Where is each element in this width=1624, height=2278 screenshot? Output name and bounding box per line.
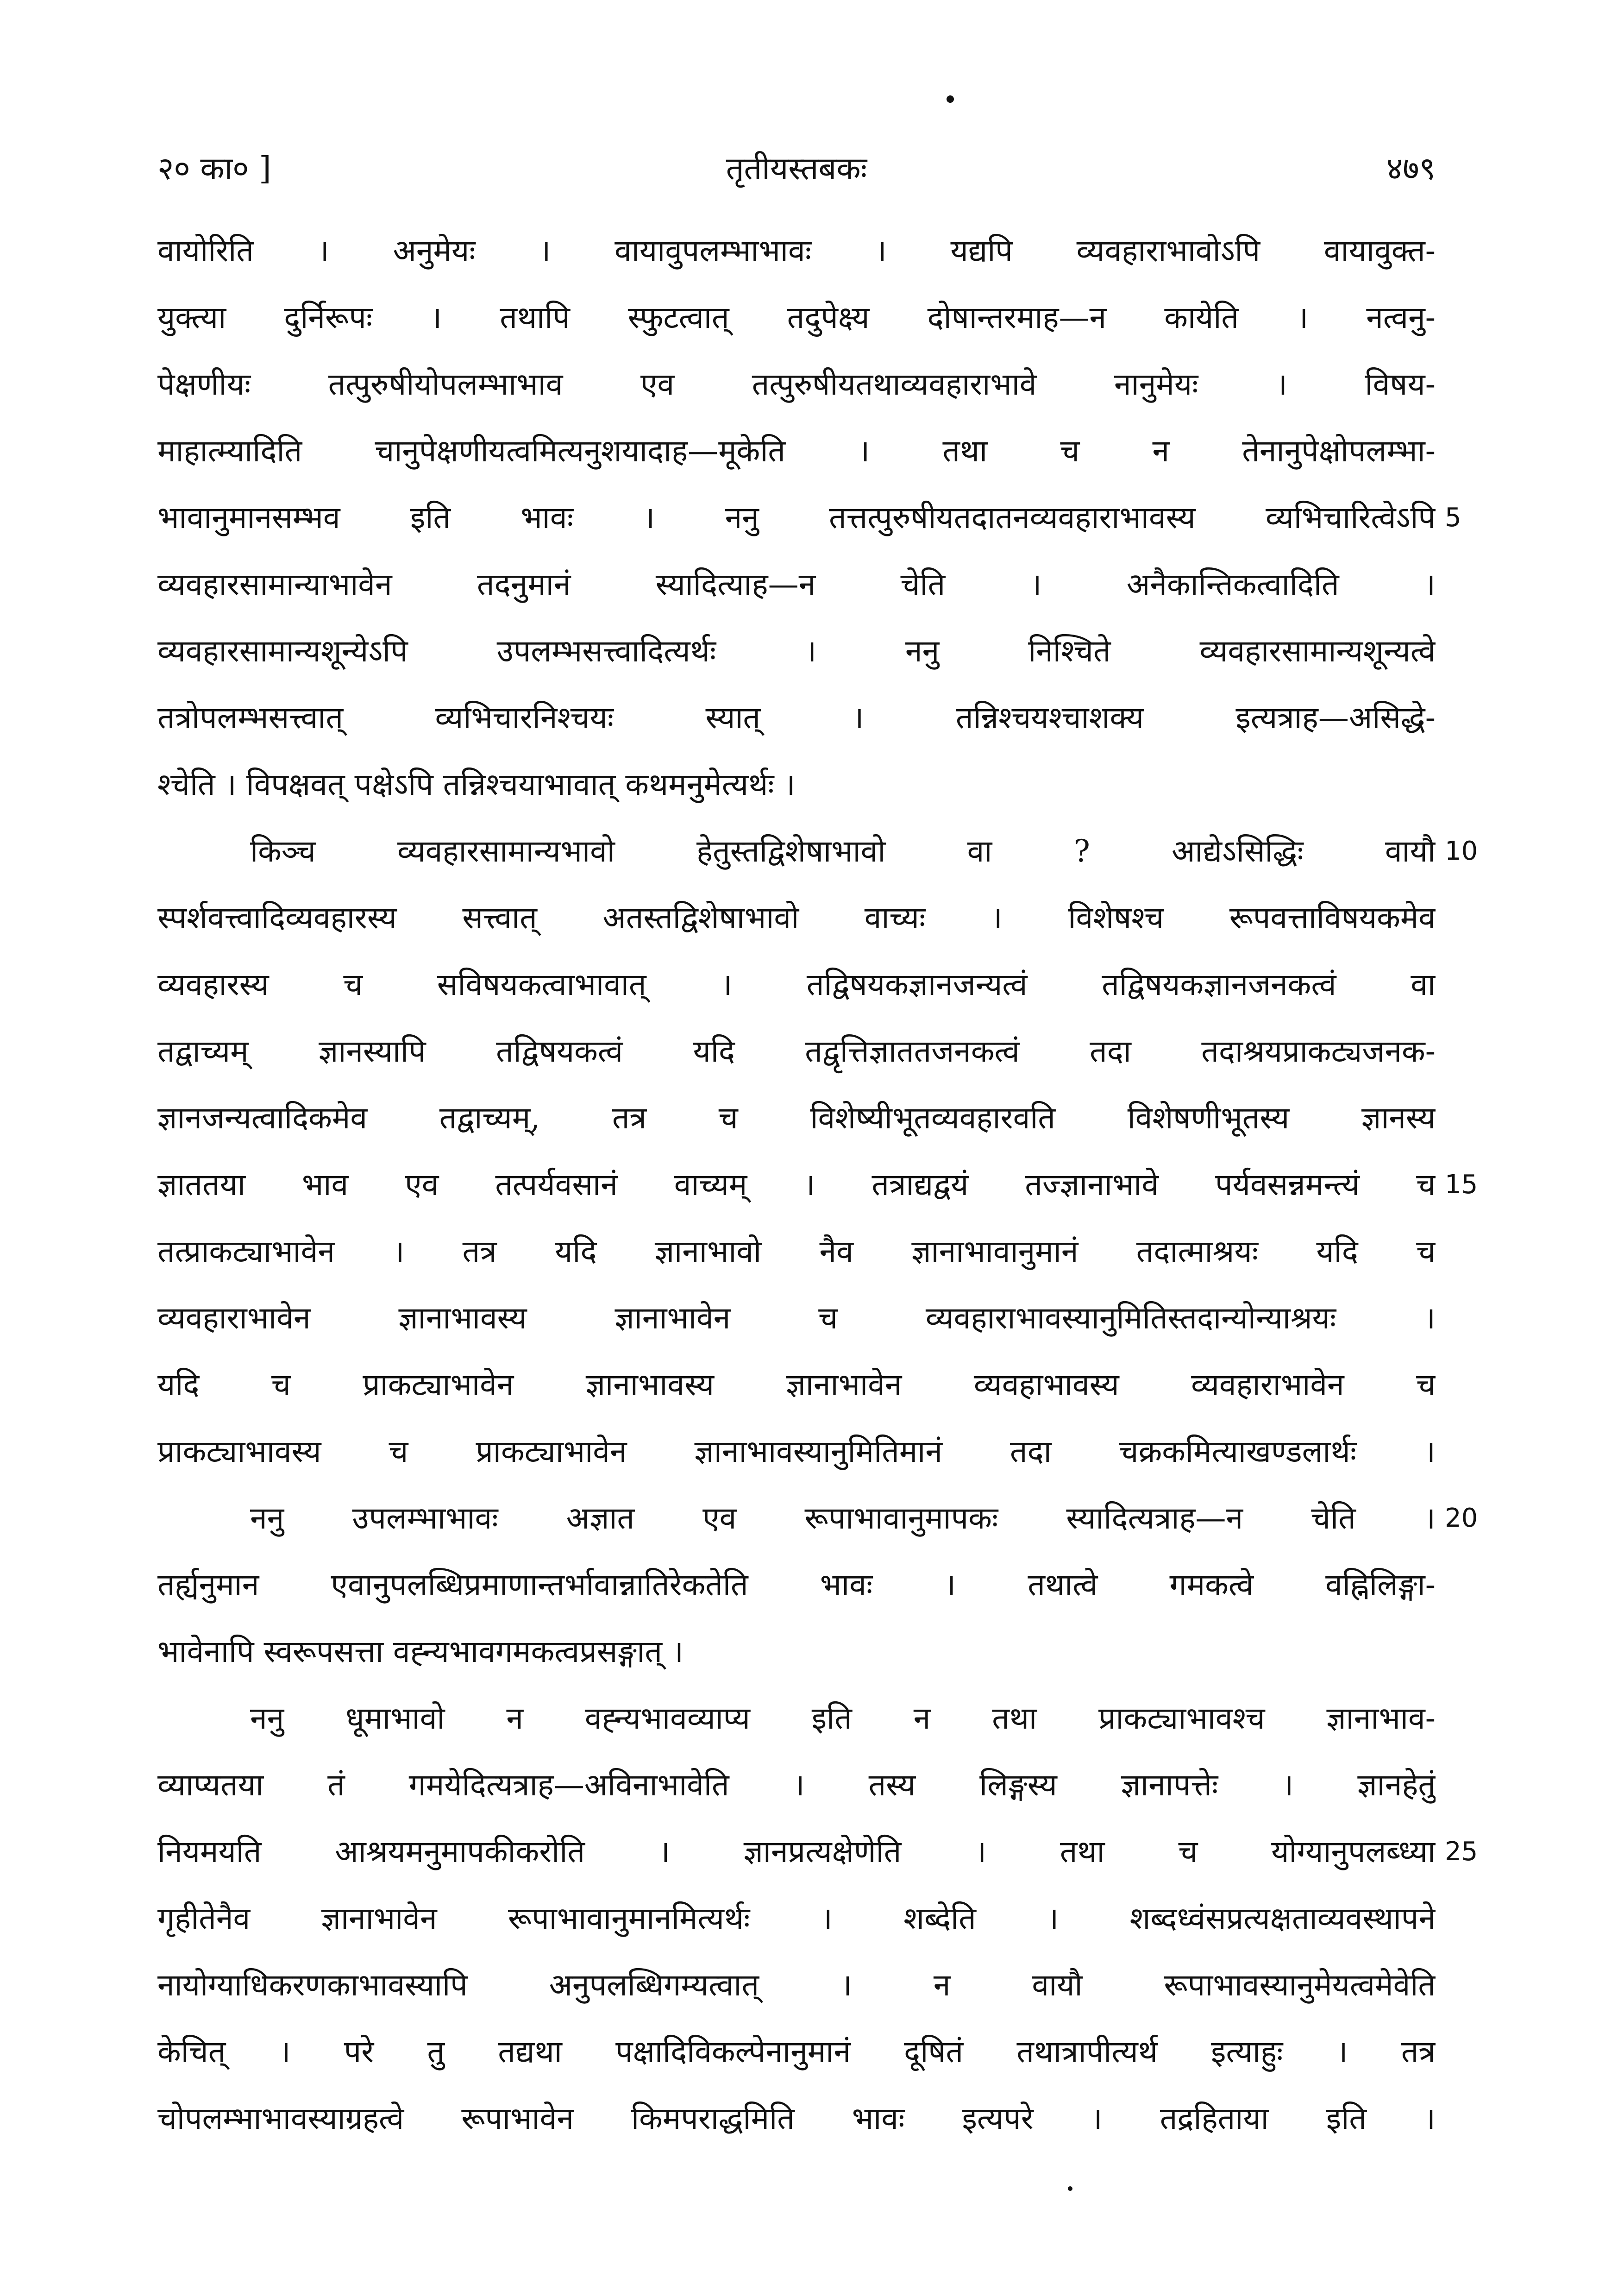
- commentary-text: [157, 218, 1436, 2152]
- text-line: [157, 551, 1436, 618]
- line-number: 10: [1445, 836, 1478, 866]
- text-line: [157, 1552, 1436, 1618]
- text-line-content: चोपलम्भाभावस्याग्रहत्वे रूपाभावेन किमपराद्धमिति भावः इत्यपरे । तद्रहिताया इति ।: [157, 2101, 1436, 2136]
- text-line-content: किञ्च व्यवहारसामान्यभावो हेतुस्तद्विशेषाभावो वा ? आद्येऽसिद्धिः वायौ: [250, 833, 1436, 869]
- text-line-content: प्राकट्याभावस्य च प्राकट्याभावेन ज्ञानाभावस्यानुमितिमानं तदा चक्रकमित्याखण्डलार्थः ।: [157, 1434, 1436, 1469]
- text-line-content: व्याप्यतया तं गमयेदित्यत्राह—अविनाभावेति । तस्य लिङ्गस्य ज्ञानापत्तेः । ज्ञानहेतुं: [157, 1767, 1436, 1803]
- ink-dot-mark: [947, 95, 954, 103]
- text-line: [157, 1018, 1436, 1085]
- text-line: [157, 618, 1436, 685]
- text-line: [157, 1618, 1436, 1685]
- text-line: [157, 1152, 1436, 1218]
- header-section-label: २० का० ]: [157, 151, 271, 187]
- text-line: [157, 1085, 1436, 1152]
- text-line: [157, 1752, 1436, 1819]
- text-line: [157, 218, 1436, 284]
- text-line-content: तत्रोपलम्भसत्त्वात् व्यभिचारनिश्चयः स्यात् । तन्निश्चयश्चाशक्य इत्यत्राह—असिद्धे-: [157, 700, 1436, 736]
- text-line: [157, 1885, 1436, 1952]
- text-line-content: व्यवहारसामान्याभावेन तदनुमानं स्यादित्याह—न चेति । अनैकान्तिकत्वादिति ।: [157, 566, 1436, 602]
- text-line: [157, 751, 1436, 818]
- text-line-content: श्चेति । विपक्षवत् पक्षेऽपि तन्निश्चयाभावात् कथमनुमेत्यर्थः ।: [157, 767, 796, 802]
- text-line-content: युक्त्या दुर्निरूपः । तथापि स्फुटत्वात् तदुपेक्ष्य दोषान्तरमाह—न कायेति । नत्वनु-: [157, 300, 1436, 335]
- line-number: 25: [1445, 1837, 1478, 1867]
- text-line: [157, 485, 1436, 551]
- text-line-content: स्पर्शवत्त्वादिव्यवहारस्य सत्त्वात् अतस्तद्विशेषाभावो वाच्यः । विशेषश्च रूपवत्ताविषयकमेव: [157, 900, 1436, 936]
- line-number: 15: [1445, 1170, 1478, 1200]
- line-number: 20: [1445, 1503, 1478, 1533]
- text-line: [157, 418, 1436, 485]
- text-line: [157, 885, 1436, 951]
- text-line-content: तत्प्राकट्याभावेन । तत्र यदि ज्ञानाभावो नैव ज्ञानाभावानुमानं तदात्माश्रयः यदि च: [157, 1233, 1436, 1269]
- text-line: [157, 685, 1436, 751]
- text-line-content: ननु उपलम्भाभावः अज्ञात एव रूपाभावानुमापकः स्यादित्यत्राह—न चेति ।: [250, 1500, 1436, 1536]
- text-line-content: व्यवहारसामान्यशून्येऽपि उपलम्भसत्त्वादित्यर्थः । ननु निश्चिते व्यवहारसामान्यशून्यत्वे: [157, 633, 1436, 669]
- text-line-content: नियमयति आश्रयमनुमापकीकरोति । ज्ञानप्रत्यक्षेणेति । तथा च योग्यानुपलब्ध्या: [157, 1834, 1436, 1869]
- text-line-content: पेक्षणीयः तत्पुरुषीयोपलम्भाभाव एव तत्पुरुषीयतथाव्यवहाराभावे नानुमेयः । विषय-: [157, 366, 1436, 402]
- text-line-content: तद्वाच्यम् ज्ञानस्यापि तद्विषयकत्वं यदि तद्वृत्तिज्ञाततजनकत्वं तदा तदाश्रयप्राकट्यजनक-: [157, 1033, 1436, 1069]
- page-number: ४७९: [1386, 151, 1436, 187]
- text-line: [157, 2019, 1436, 2085]
- text-line-content: भावानुमानसम्भव इति भावः । ननु तत्तत्पुरुषीयतदातनव्यवहाराभावस्य व्यभिचारित्वेऽपि: [157, 500, 1436, 535]
- line-number: 5: [1445, 503, 1461, 533]
- header-title: तृतीयस्तबकः: [726, 151, 867, 187]
- running-header: [157, 144, 1436, 199]
- text-line: [157, 1819, 1436, 1885]
- text-line-content: नायोग्याधिकरणकाभावस्यापि अनुपलब्धिगम्यत्वात् । न वायौ रूपाभावस्यानुमेयत्वमेवेति: [157, 1967, 1436, 2003]
- text-line-content: व्यवहारस्य च सविषयकत्वाभावात् । तद्विषयकज्ञानजन्यत्वं तद्विषयकज्ञानजनकत्वं वा: [157, 967, 1436, 1002]
- text-line: [157, 1285, 1436, 1352]
- text-line: [157, 351, 1436, 418]
- text-line: [157, 1952, 1436, 2019]
- text-line: [157, 1418, 1436, 1485]
- text-line: [157, 1485, 1436, 1552]
- text-line: [157, 1352, 1436, 1418]
- text-line-content: ननु धूमाभावो न वह्न्यभावव्याप्य इति न तथा प्राकट्याभावश्च ज्ञानाभाव-: [250, 1700, 1436, 1736]
- text-line: [157, 818, 1436, 885]
- text-line-content: वायोरिति । अनुमेयः । वायावुपलम्भाभावः । यद्यपि व्यवहाराभावोऽपि वायावुक्त-: [157, 233, 1436, 269]
- text-line-content: भावेनापि स्वरूपसत्ता वह्न्यभावगमकत्वप्रसङ्गात् ।: [157, 1634, 684, 1669]
- text-line-content: यदि च प्राकट्याभावेन ज्ञानाभावस्य ज्ञानाभावेन व्यवहाभावस्य व्यवहाराभावेन च: [157, 1367, 1436, 1403]
- text-line: [157, 1218, 1436, 1285]
- text-line-content: व्यवहाराभावेन ज्ञानाभावस्य ज्ञानाभावेन च व्यवहाराभावस्यानुमितिस्तदान्योन्याश्रयः ।: [157, 1300, 1436, 1336]
- text-line-content: ज्ञाततया भाव एव तत्पर्यवसानं वाच्यम् । तत्राद्यद्वयं तज्ज्ञानाभावे पर्यवसन्नमन्त्यं च: [157, 1167, 1436, 1202]
- text-line: [157, 951, 1436, 1018]
- text-line-content: तर्ह्यनुमान एवानुपलब्धिप्रमाणान्तर्भावान्नातिरेकतेति भावः । तथात्वे गमकत्वे वह्निलिङ्गा-: [157, 1567, 1436, 1603]
- text-line-content: ज्ञानजन्यत्वादिकमेव तद्वाच्यम्, तत्र च विशेष्यीभूतव्यवहारवति विशेषणीभूतस्य ज्ञानस्य: [157, 1100, 1436, 1136]
- text-line: [157, 2085, 1436, 2152]
- text-line: [157, 284, 1436, 351]
- text-line: [157, 1685, 1436, 1752]
- ink-dot-mark: [1068, 2186, 1072, 2191]
- text-line-content: केचित् । परे तु तद्यथा पक्षादिविकल्पेनानुमानं दूषितं तथात्रापीत्यर्थ इत्याहुः । तत्र: [157, 2034, 1436, 2070]
- text-line-content: गृहीतेनैव ज्ञानाभावेन रूपाभावानुमानमित्यर्थः । शब्देति । शब्दध्वंसप्रत्यक्षताव्यवस्थापने: [157, 1900, 1436, 1936]
- text-line-content: माहात्म्यादिति चानुपेक्षणीयत्वमित्यनुशयादाह—मूकेति । तथा च न तेनानुपेक्षोपलम्भा-: [157, 433, 1436, 469]
